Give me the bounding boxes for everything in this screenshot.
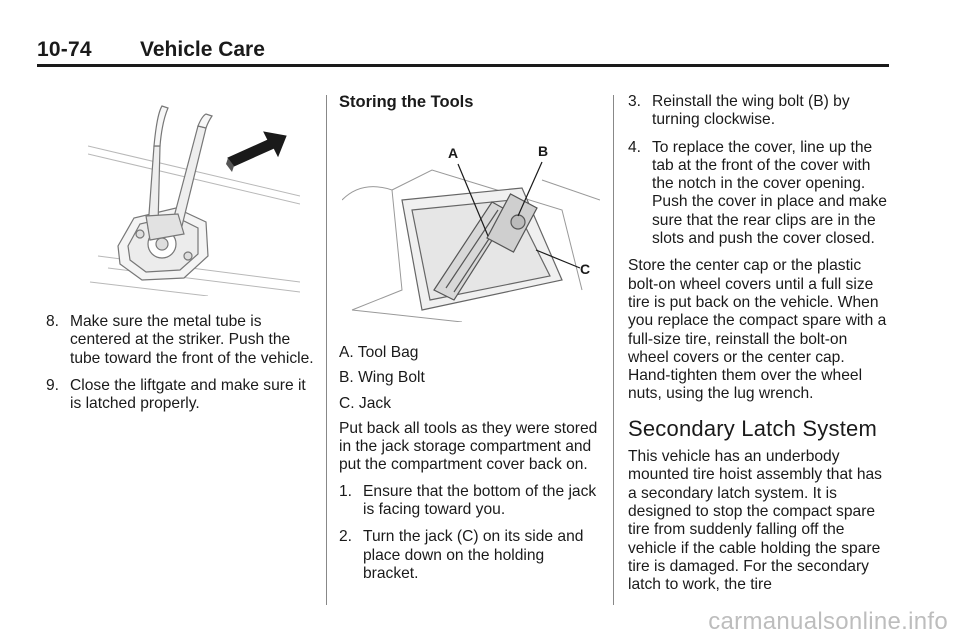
figure-label-b: B bbox=[538, 143, 549, 159]
figure-legend bbox=[339, 344, 601, 413]
column-3-text bbox=[628, 93, 890, 602]
figure-label-a: A bbox=[448, 145, 459, 161]
section-title: Vehicle Care bbox=[140, 38, 265, 61]
column-2-text bbox=[339, 344, 601, 592]
page-header bbox=[37, 38, 889, 64]
legend-item: B. Wing Bolt bbox=[339, 369, 425, 387]
paragraph: Store the center cap or the plastic bolt-on wheel covers until a full size tire is put back on the vehicle. When you replace the compact spare with a full-size tire, reinstall the bolt-on wheel covers or the center cap. Hand-tighten them over the wheel nuts, using the lug wrench. bbox=[628, 257, 887, 403]
list-item: 3. Reinstall the wing bolt (B) by turning clockwise. bbox=[628, 93, 850, 129]
striker-tube-illustration bbox=[88, 96, 300, 296]
figure-label-c: C bbox=[580, 261, 591, 277]
jack-storage-illustration bbox=[342, 140, 600, 322]
paragraph: This vehicle has an underbody mounted tire hoist assembly that has a secondary latch system. It is designed to stop the compact spare tire from suddenly falling off the vehicle if the cable holding the spare tire is damaged. For the secondary latch to work, the tire bbox=[628, 448, 882, 594]
list-item: 8. Make sure the metal tube is centered at the striker. Push the tube toward the front of the vehicle. bbox=[46, 313, 314, 367]
column-divider-2 bbox=[613, 95, 614, 605]
header-rule bbox=[37, 64, 889, 67]
paragraph: Put back all tools as they were stored in the jack storage compartment and put the compartment cover back on. bbox=[339, 419, 598, 474]
watermark: carmanualsonline.info bbox=[708, 608, 948, 635]
section-heading: Secondary Latch System bbox=[628, 415, 877, 441]
column-1-text bbox=[46, 313, 314, 422]
list-item: 2. Turn the jack (C) on its side and place down on the holding bracket. bbox=[339, 528, 584, 582]
legend-item: C. Jack bbox=[339, 394, 391, 412]
column-divider-1 bbox=[326, 95, 327, 605]
section-heading: Storing the Tools bbox=[339, 93, 474, 111]
legend-item: A. Tool Bag bbox=[339, 344, 419, 361]
list-item: 1. Ensure that the bottom of the jack is facing toward you. bbox=[339, 482, 597, 519]
page-number: 10-74 bbox=[37, 38, 92, 61]
column-2-heading bbox=[339, 93, 601, 111]
list-item: 9. Close the liftgate and make sure it is latched properly. bbox=[46, 376, 306, 413]
list-item: 4. To replace the cover, line up the tab at the front of the cover with the notch in the cover opening. Push the cover in place and make sure that the rear clips are in the slots and push the cover closed. bbox=[628, 138, 887, 248]
